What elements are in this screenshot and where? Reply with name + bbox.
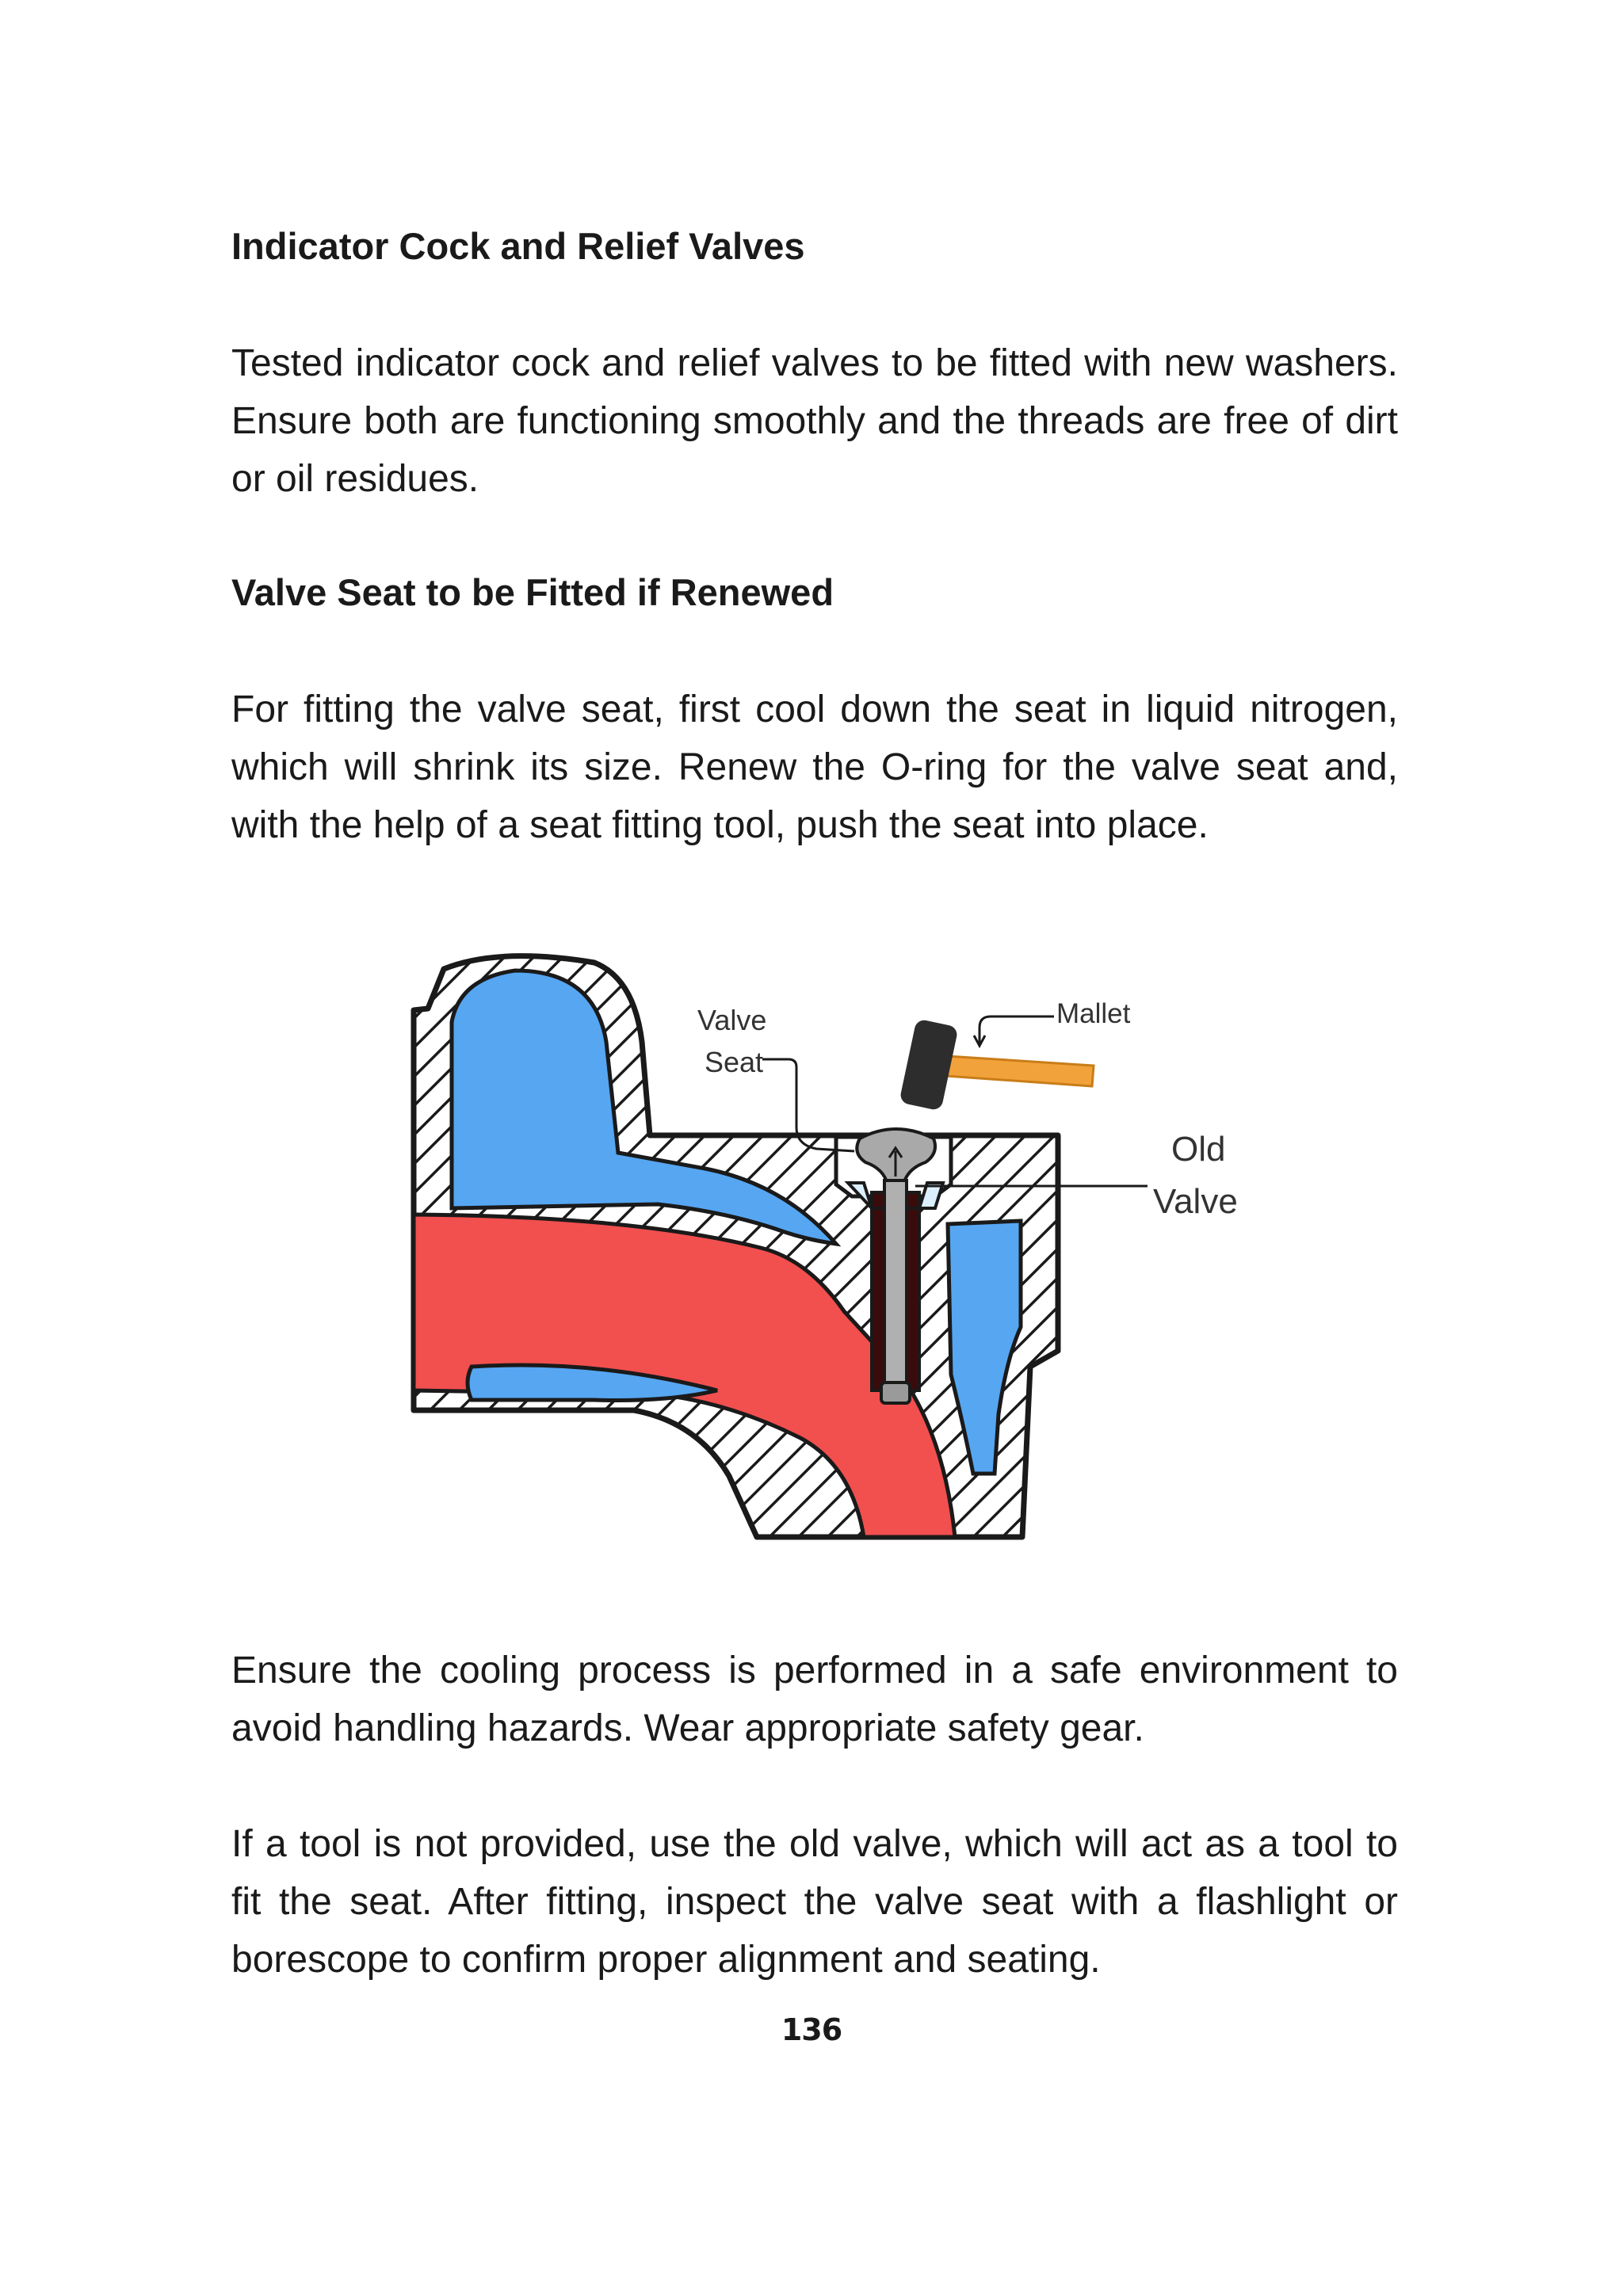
paragraph-valve-seat-fitting: For fitting the valve seat, first cool down the seat in liquid nitrogen, which will shrink its size. Renew the O-ring for the valve seat and, with the help of a seat fitting tool, push the seat into place. — [231, 688, 1398, 846]
mallet-illustration — [899, 1019, 1094, 1112]
label-seat: Seat — [705, 1046, 764, 1078]
label-valve: Valve — [697, 1004, 767, 1036]
section-heading-valve-seat: Valve Seat to be Fitted if Renewed — [231, 571, 834, 613]
valve-seat-fitting-diagram — [396, 947, 1268, 1557]
mallet-head — [899, 1019, 958, 1112]
paragraph-old-valve-tool: If a tool is not provided, use the old valve, which will act as a tool to fit the seat. After fitting, inspect the valve seat with a flashlight or borescope to confirm proper alignment and seating. — [231, 1823, 1398, 1981]
page-number: 136 — [781, 2012, 842, 2047]
old-valve-stem — [884, 1180, 907, 1394]
paragraph-safety: Ensure the cooling process is performed in a safe environment to avoid handling hazards. Wear appropriate safety gear. — [231, 1650, 1398, 1749]
mallet-leader-line — [980, 1016, 1054, 1043]
mallet-handle — [945, 1056, 1094, 1086]
paragraph-indicator-cock: Tested indicator cock and relief valves to be fitted with new washers. Ensure both are functioning smoothly and the threads are free of dirt or oil residues. — [231, 342, 1398, 500]
label-mallet: Mallet — [1056, 998, 1131, 1029]
valve-stem-tip — [881, 1383, 910, 1403]
label-old: Old — [1171, 1130, 1226, 1169]
section-heading-indicator-cock: Indicator Cock and Relief Valves — [231, 225, 805, 267]
label-valve-old: Valve — [1153, 1182, 1238, 1221]
